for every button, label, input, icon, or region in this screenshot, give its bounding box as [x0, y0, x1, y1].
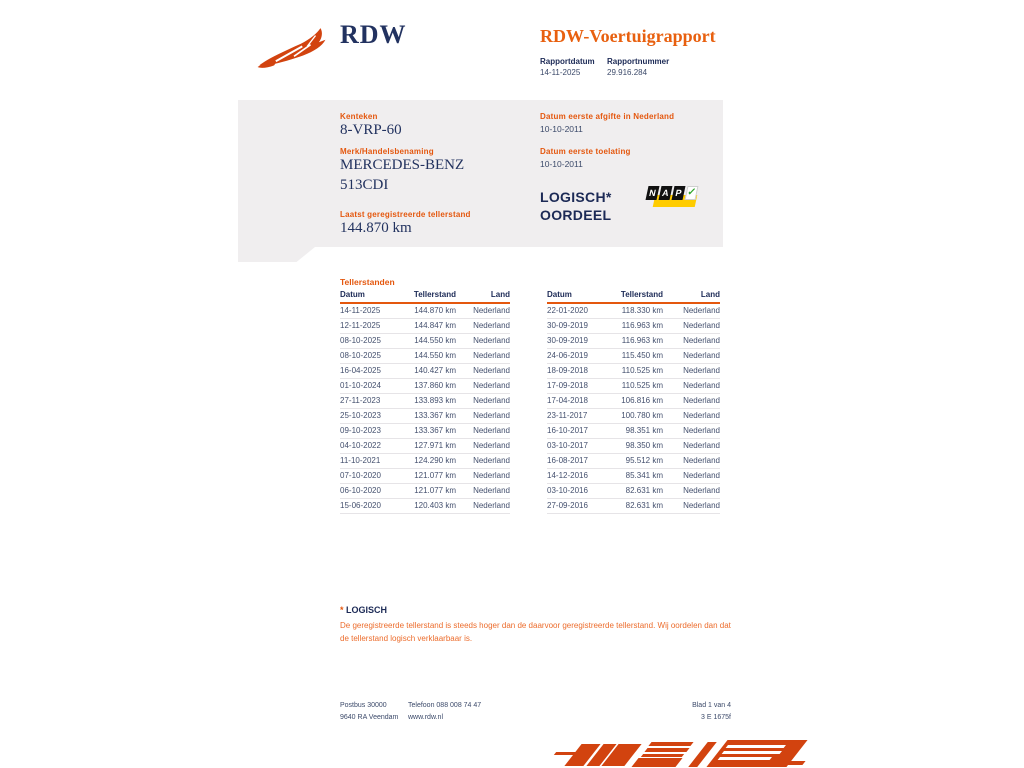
table-row	[340, 319, 510, 334]
table-row	[340, 379, 510, 394]
table-row	[547, 319, 720, 334]
cell-datum: 01-10-2024	[340, 381, 381, 390]
last-odometer-label: Laatst geregistreerde tellerstand	[340, 210, 471, 219]
cell-datum: 09-10-2023	[340, 426, 381, 435]
table-row	[340, 469, 510, 484]
col-header-datum: Datum	[340, 290, 365, 299]
footer-page-indicator: Blad 1 van 4	[692, 702, 731, 709]
table-row	[547, 409, 720, 424]
cell-tellerstand: 116.963 km	[621, 321, 663, 330]
table-row	[547, 499, 720, 514]
cell-land: Nederland	[683, 456, 720, 465]
cell-land: Nederland	[473, 456, 510, 465]
cell-land: Nederland	[683, 486, 720, 495]
report-number-value: 29.916.284	[607, 68, 648, 77]
col-header-tellerstand: Tellerstand	[413, 290, 456, 299]
col-header-datum: Datum	[547, 290, 572, 299]
table-row	[340, 439, 510, 454]
cell-datum: 16-08-2017	[547, 456, 588, 465]
footer-city: 9640 RA Veendam	[340, 714, 399, 721]
cell-tellerstand: 121.077 km	[414, 486, 456, 495]
cell-tellerstand: 144.550 km	[414, 351, 456, 360]
cell-tellerstand: 85.341 km	[625, 471, 663, 480]
footer-website: www.rdw.nl	[408, 714, 444, 721]
verdict-line1: LOGISCH*	[540, 189, 612, 205]
table-row	[547, 484, 720, 499]
cell-land: Nederland	[473, 366, 510, 375]
table-header	[340, 290, 510, 304]
cell-land: Nederland	[473, 441, 510, 450]
footer-meta	[600, 700, 731, 724]
rdw-feather-logo-icon	[252, 24, 336, 72]
cell-land: Nederland	[683, 396, 720, 405]
nap-letter-n: N	[646, 186, 660, 200]
cell-land: Nederland	[683, 501, 720, 510]
table-row	[340, 484, 510, 499]
cell-tellerstand: 115.450 km	[621, 351, 663, 360]
first-issue-label: Datum eerste afgifte in Nederland	[540, 112, 675, 121]
table-row	[547, 424, 720, 439]
cell-tellerstand: 118.330 km	[621, 306, 663, 315]
nap-letter-p: P	[672, 186, 686, 200]
license-plate-value: 8-VRP-60	[340, 122, 402, 138]
cell-tellerstand: 100.780 km	[621, 411, 663, 420]
cell-datum: 27-09-2016	[547, 501, 588, 510]
cell-datum: 16-04-2025	[340, 366, 381, 375]
cell-land: Nederland	[473, 396, 510, 405]
cell-datum: 17-04-2018	[547, 396, 588, 405]
table-row	[547, 349, 720, 364]
rdw-logo-text: RDW	[340, 20, 407, 49]
cell-land: Nederland	[473, 486, 510, 495]
table-row	[547, 364, 720, 379]
cell-tellerstand: 137.860 km	[414, 381, 456, 390]
cell-land: Nederland	[473, 336, 510, 345]
footer-form-code: 3 E 1675f	[701, 714, 731, 721]
report-date-value: 14-11-2025	[540, 68, 581, 77]
cell-datum: 14-12-2016	[547, 471, 588, 480]
cell-tellerstand: 82.631 km	[625, 501, 663, 510]
first-admission-label: Datum eerste toelating	[540, 147, 631, 156]
cell-tellerstand: 133.367 km	[414, 426, 456, 435]
footnote-asterisk: *	[340, 605, 344, 615]
cell-tellerstand: 140.427 km	[414, 366, 456, 375]
cell-tellerstand: 110.525 km	[621, 381, 663, 390]
cell-land: Nederland	[473, 351, 510, 360]
vehicle-info-box-flap	[238, 247, 315, 262]
first-issue-value: 10-10-2011	[540, 124, 583, 134]
table-row	[547, 379, 720, 394]
odometer-section-title: Tellerstanden	[340, 277, 395, 287]
cell-tellerstand: 133.893 km	[414, 396, 456, 405]
cell-tellerstand: 110.525 km	[621, 366, 663, 375]
table-row	[340, 409, 510, 424]
table-row	[340, 454, 510, 469]
cell-tellerstand: 144.847 km	[414, 321, 456, 330]
bottom-decorative-stripes-graphic	[545, 737, 807, 768]
footnote-heading-text: LOGISCH	[346, 605, 388, 615]
cell-land: Nederland	[683, 306, 720, 315]
verdict-line2: OORDEEL	[540, 207, 612, 223]
table-row	[547, 394, 720, 409]
footer-postbus: Postbus 30000	[340, 702, 387, 709]
cell-land: Nederland	[683, 411, 720, 420]
cell-land: Nederland	[473, 381, 510, 390]
first-admission-value: 10-10-2011	[540, 159, 583, 169]
cell-datum: 07-10-2020	[340, 471, 381, 480]
cell-datum: 11-10-2021	[340, 456, 381, 465]
cell-datum: 25-10-2023	[340, 411, 381, 420]
cell-land: Nederland	[473, 306, 510, 315]
cell-datum: 06-10-2020	[340, 486, 381, 495]
cell-datum: 03-10-2017	[547, 441, 588, 450]
report-date-label: Rapportdatum	[540, 57, 595, 66]
table-body	[547, 304, 720, 514]
cell-tellerstand: 116.963 km	[621, 336, 663, 345]
cell-datum: 24-06-2019	[547, 351, 588, 360]
cell-datum: 03-10-2016	[547, 486, 588, 495]
cell-datum: 27-11-2023	[340, 396, 381, 405]
odometer-table-left	[340, 290, 510, 514]
footer-phone: Telefoon 088 008 74 47	[408, 702, 482, 709]
cell-datum: 16-10-2017	[547, 426, 588, 435]
cell-tellerstand: 127.971 km	[414, 441, 456, 450]
make-value: MERCEDES-BENZ	[340, 157, 465, 173]
table-row	[340, 394, 510, 409]
cell-land: Nederland	[473, 426, 510, 435]
cell-tellerstand: 95.512 km	[625, 456, 663, 465]
cell-land: Nederland	[473, 501, 510, 510]
footnote-text: De geregistreerde tellerstand is steeds hoger dan de daarvoor geregistreerde tellerstand. Wij oordelen dan dat de tellerstand logisch verklaarbaar is.	[340, 621, 731, 643]
cell-tellerstand: 106.816 km	[621, 396, 663, 405]
table-row	[340, 364, 510, 379]
nap-letter-a: A	[659, 186, 673, 200]
odometer-table-right	[547, 290, 720, 514]
cell-land: Nederland	[473, 471, 510, 480]
verdict-text	[540, 188, 612, 224]
cell-tellerstand: 144.550 km	[414, 336, 456, 345]
cell-datum: 30-09-2019	[547, 336, 588, 345]
table-row	[547, 439, 720, 454]
table-header	[547, 290, 720, 304]
cell-tellerstand: 98.351 km	[625, 426, 663, 435]
footer-contact	[408, 700, 481, 724]
cell-tellerstand: 98.350 km	[625, 441, 663, 450]
cell-datum: 30-09-2019	[547, 321, 588, 330]
model-value: 513CDI	[340, 177, 389, 193]
cell-land: Nederland	[683, 366, 720, 375]
page-title: RDW-Voertuigrapport	[540, 26, 716, 46]
table-row	[340, 334, 510, 349]
table-row	[340, 304, 510, 319]
make-label: Merk/Handelsbenaming	[340, 147, 434, 156]
table-row	[340, 424, 510, 439]
cell-datum: 18-09-2018	[547, 366, 588, 375]
footnote-heading	[340, 605, 387, 615]
cell-land: Nederland	[683, 471, 720, 480]
vehicle-info-box	[238, 100, 723, 247]
table-row	[340, 349, 510, 364]
cell-datum: 15-06-2020	[340, 501, 381, 510]
cell-tellerstand: 82.631 km	[625, 486, 663, 495]
cell-tellerstand: 124.290 km	[414, 456, 456, 465]
cell-land: Nederland	[683, 351, 720, 360]
cell-datum: 12-11-2025	[340, 321, 381, 330]
cell-datum: 08-10-2025	[340, 351, 381, 360]
last-odometer-value: 144.870 km	[340, 220, 412, 236]
cell-datum: 04-10-2022	[340, 441, 381, 450]
cell-tellerstand: 144.870 km	[414, 306, 456, 315]
cell-land: Nederland	[473, 321, 510, 330]
cell-datum: 22-01-2020	[547, 306, 588, 315]
cell-tellerstand: 120.403 km	[414, 501, 456, 510]
table-row	[340, 499, 510, 514]
table-body	[340, 304, 510, 514]
cell-tellerstand: 133.367 km	[414, 411, 456, 420]
cell-land: Nederland	[683, 381, 720, 390]
table-row	[547, 334, 720, 349]
table-row	[547, 469, 720, 484]
cell-datum: 23-11-2017	[547, 411, 588, 420]
cell-land: Nederland	[683, 441, 720, 450]
col-header-land: Land	[490, 290, 510, 299]
cell-land: Nederland	[683, 321, 720, 330]
cell-land: Nederland	[473, 411, 510, 420]
cell-datum: 08-10-2025	[340, 336, 381, 345]
cell-datum: 14-11-2025	[340, 306, 381, 315]
cell-land: Nederland	[683, 426, 720, 435]
footer-address	[340, 700, 398, 724]
license-plate-label: Kenteken	[340, 112, 378, 121]
cell-datum: 17-09-2018	[547, 381, 588, 390]
nap-checkmark-icon: ✓	[686, 187, 697, 198]
cell-land: Nederland	[683, 336, 720, 345]
cell-tellerstand: 121.077 km	[414, 471, 456, 480]
col-header-tellerstand: Tellerstand	[620, 290, 663, 299]
col-header-land: Land	[700, 290, 720, 299]
table-row	[547, 454, 720, 469]
report-number-label: Rapportnummer	[607, 57, 670, 66]
table-row	[547, 304, 720, 319]
nap-logo	[647, 186, 703, 210]
